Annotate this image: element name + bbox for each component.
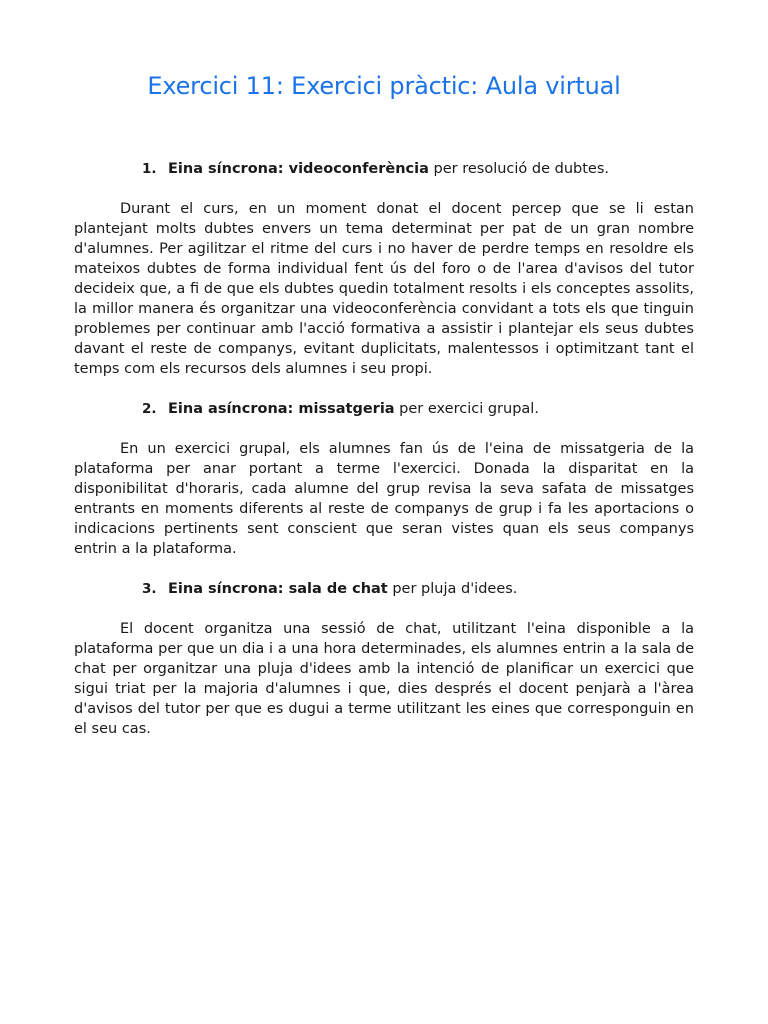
- section-heading-bold-2: Eina asíncrona: missatgeria: [168, 401, 395, 417]
- page-title: Exercici 11: Exercici pràctic: Aula virtual: [147, 72, 621, 100]
- section-heading-2: [74, 399, 694, 419]
- list-number-1: 1.: [142, 161, 157, 177]
- section-heading-text-3: [168, 579, 517, 599]
- section-heading-bold-1: Eina síncrona: videoconferència: [168, 161, 429, 177]
- section-heading-rest-2: per exercici grupal.: [394, 401, 539, 417]
- section-heading-rest-1: per resolució de dubtes.: [428, 161, 610, 177]
- section-heading-text-2: [168, 399, 539, 419]
- section-paragraph-3: El docent organitza una sessió de chat, utilitzant l'eina disponible a la plataforma per que un dia i a una hora determinades, els alumnes entrin a la sala de chat per organitzar una pluja d'idees amb la intenció de planificar un exercici que sigui triat per la majoria d'alumnes i que, dies després el docent penjarà a l'àrea d'avisos del tutor per que es dugui a terme utilitzant les eines que corresponguin en el seu cas.: [74, 621, 694, 737]
- list-number-3: 3.: [142, 581, 157, 597]
- section-heading-rest-3: per pluja d'idees.: [387, 581, 518, 597]
- section-paragraph-2: En un exercici grupal, els alumnes fan ús de l'eina de missatgeria de la plataforma per anar portant a terme l'exercici. Donada la disparitat en la disponibilitat d'horaris, cada alumne del grup revisa la seva safata de missatges entrants en moments diferents al reste de companys de grup i fa les aportacions o indicacions pertinents sent conscient que seran vistes quan els seus companys entrin a la plataforma.: [74, 441, 694, 557]
- section-heading-text-1: [168, 159, 609, 179]
- section-paragraph-1: Durant el curs, en un moment donat el docent percep que se li estan plantejant molts dubtes envers un tema determinat per pat de un gran nombre d'alumnes. Per agilitzar el ritme del curs i no haver de perdre temps en resoldre els mateixos dubtes de forma individual fent ús del foro o de l'area d'avisos del tutor decideix que, a fi de que els dubtes quedin totalment resolts i els conceptes assolits, la millor manera és organitzar una videoconferència convidant a tots els que tinguin problemes per continuar amb l'acció formativa a assistir i plantejar els seus dubtes davant el reste de companys, evitant duplicitats, malentessos i optimitzant tant el temps com els recursos dels alumnes i seu propi.: [74, 201, 694, 377]
- list-number-2: 2.: [142, 401, 157, 417]
- section-heading-1: [74, 159, 694, 179]
- section-heading-bold-3: Eina síncrona: sala de chat: [168, 581, 388, 597]
- section-heading-3: [74, 579, 694, 599]
